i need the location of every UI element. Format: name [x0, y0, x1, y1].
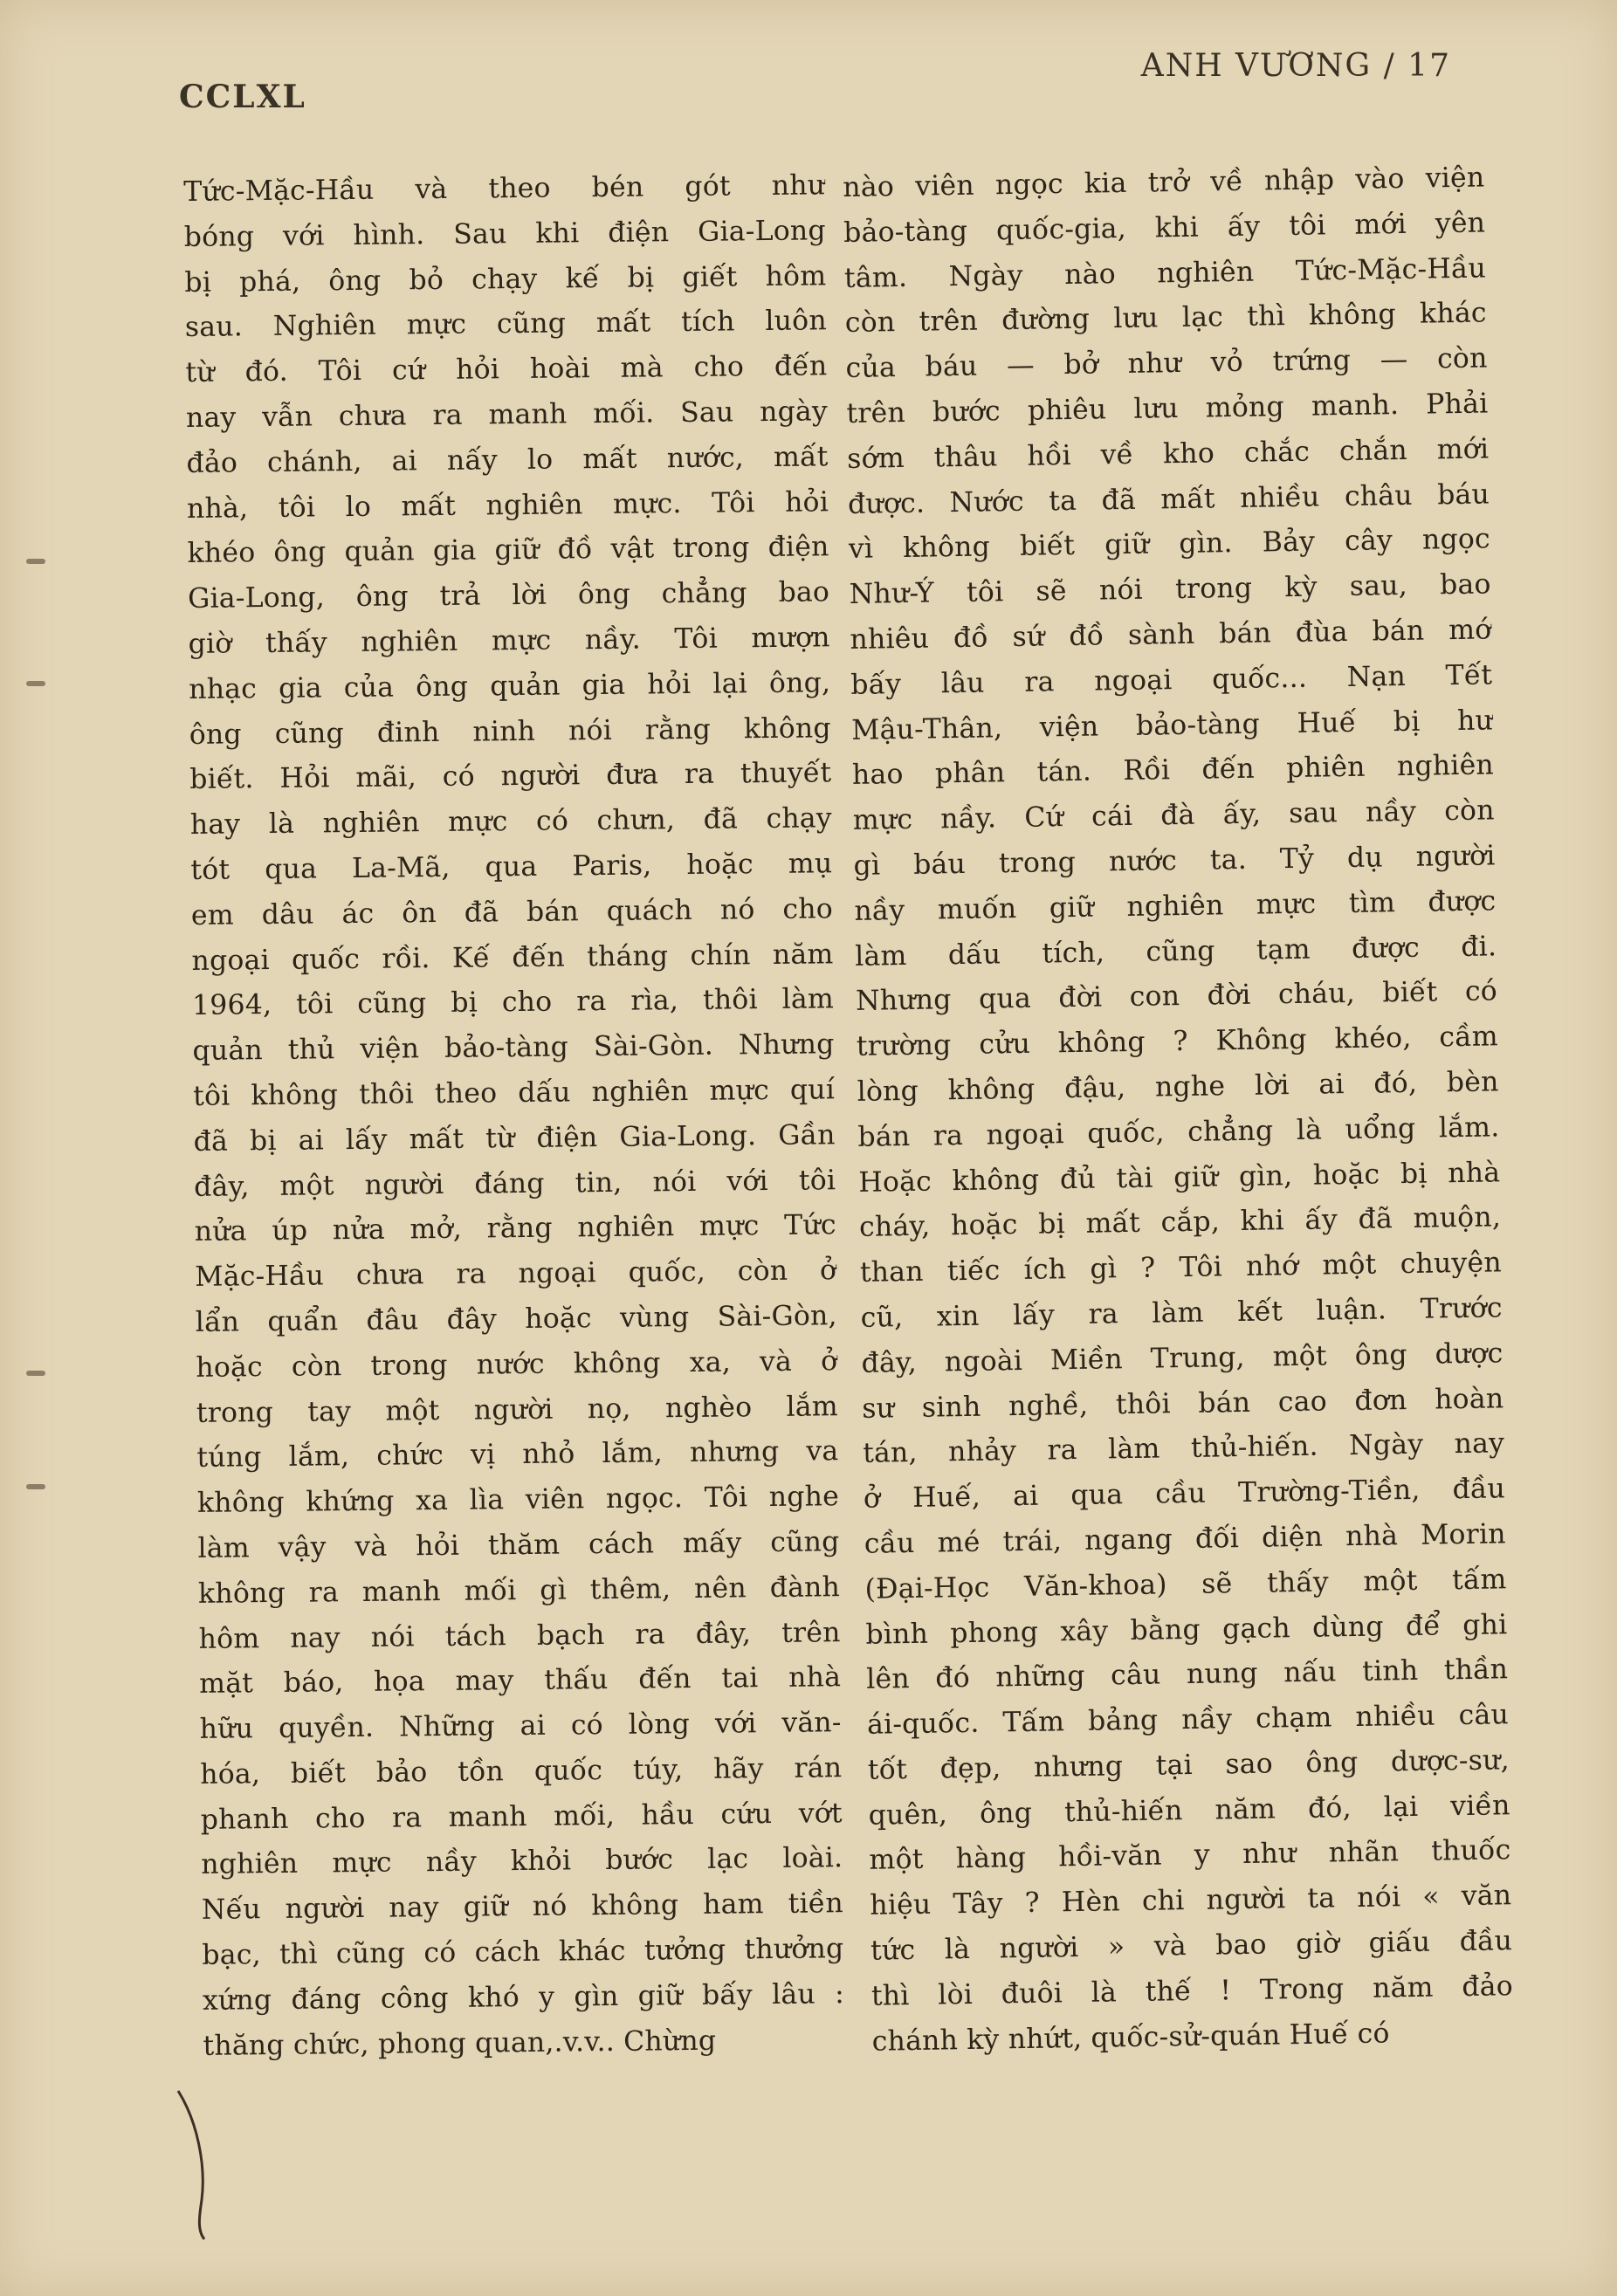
- text-column-left: [183, 163, 845, 2069]
- edge-mark: [26, 559, 45, 564]
- text-line: tức là người » và bao giờ giấu đầu: [870, 1925, 1513, 1967]
- text-line: bấy lâu ra ngoại quốc... Nạn Tết: [850, 659, 1493, 701]
- text-line: trường cửu không ? Không khéo, cầm: [856, 1021, 1499, 1063]
- text-line: hóa, biết bảo tồn quốc túy, hãy rán: [200, 1752, 843, 1791]
- text-line: lên đó những câu nung nấu tinh thần: [865, 1653, 1509, 1696]
- text-line: sớm thâu hồi về kho chắc chắn mới: [846, 433, 1490, 475]
- text-line: cầu mé trái, ngang đối diện nhà Morin: [864, 1518, 1506, 1560]
- text-line: nhạc gia của ông quản gia hỏi lại ông,: [189, 667, 831, 705]
- text-line: mặt báo, họa may thấu đến tai nhà: [198, 1661, 842, 1701]
- text-line: tâm. Ngày nào nghiên Tức-Mặc-Hầu: [843, 252, 1487, 294]
- text-line: hao phân tán. Rồi đến phiên nghiên: [851, 749, 1495, 792]
- text-line: không khứng xa lìa viên ngọc. Tôi nghe: [196, 1481, 840, 1520]
- text-line: hôm nay nói tách bạch ra đây, trên: [198, 1616, 841, 1655]
- text-line: nay vẫn chưa ra manh mối. Sau ngày: [185, 395, 829, 434]
- text-line: hữu quyền. Những ai có lòng với văn-: [199, 1707, 842, 1745]
- text-line: ông cũng đinh ninh nói rằng không: [189, 711, 831, 751]
- text-line: bị phá, ông bỏ chạy kế bị giết hôm: [184, 259, 827, 299]
- text-line: Nếu người nay giữ nó không ham tiền: [201, 1887, 844, 1927]
- text-line: hay là nghiên mực có chưn, đã chạy: [189, 802, 833, 842]
- text-line: bán ra ngoại quốc, chẳng là uổng lắm.: [857, 1111, 1500, 1153]
- text-line: bóng với hình. Sau khi điện Gia-Long: [183, 215, 826, 253]
- text-line: phanh cho ra manh mối, hầu cứu vớt: [200, 1797, 843, 1836]
- edge-mark: [26, 681, 45, 686]
- text-line: Hoặc không đủ tài giữ gìn, hoặc bị nhà: [858, 1156, 1501, 1199]
- text-line: gì báu trong nước ta. Tỷ dụ người: [853, 840, 1496, 882]
- text-line: Nhưng qua đời con đời cháu, biết có: [855, 975, 1498, 1018]
- text-line: bạc, thì cũng có cách khác tưởng thưởng: [202, 1933, 844, 1971]
- text-line: trong tay một người nọ, nghèo lắm: [196, 1390, 839, 1429]
- text-line: đã bị ai lấy mất từ điện Gia-Long. Gần: [193, 1118, 836, 1158]
- text-line: 1964, tôi cũng bị cho ra rìa, thôi làm: [191, 983, 835, 1022]
- text-line: nầy muốn giữ nghiên mực tìm được: [854, 885, 1497, 927]
- text-line: lòng không đậu, nghe lời ai đó, bèn: [857, 1066, 1499, 1108]
- text-line: ái-quốc. Tấm bảng nầy chạm nhiều câu: [866, 1699, 1510, 1741]
- text-line: bình phong xây bằng gạch dùng để ghi: [865, 1608, 1508, 1651]
- text-line: hiệu Tây ? Hèn chi người ta nói « văn: [870, 1880, 1512, 1922]
- text-line: thì lòi đuôi là thế ! Trong năm đảo: [870, 1970, 1514, 2012]
- text-line: sư sinh nghề, thôi bán cao đơn hoàn: [862, 1382, 1504, 1425]
- text-line: em dâu ác ôn đã bán quách nó cho: [190, 893, 834, 931]
- text-line: tôi không thôi theo dấu nghiên mực quí: [192, 1074, 836, 1112]
- text-line: xứng đáng công khó y gìn giữ bấy lâu :: [202, 1978, 845, 2017]
- running-header-left: CCLXL: [179, 79, 306, 115]
- text-line: đảo chánh, ai nấy lo mất nước, mất: [186, 441, 829, 479]
- text-line: một hàng hồi-văn y như nhãn thuốc: [869, 1834, 1511, 1877]
- text-line: giờ thấy nghiên mực nầy. Tôi mượn: [188, 622, 830, 660]
- text-line: mực nầy. Cứ cái đà ấy, sau nầy còn: [852, 794, 1495, 837]
- text-line: còn trên đường lưu lạc thì không khác: [844, 297, 1488, 340]
- text-line: quản thủ viện bảo-tàng Sài-Gòn. Nhưng: [192, 1028, 835, 1068]
- text-line: nhà, tôi lo mất nghiên mực. Tôi hỏi: [186, 485, 829, 525]
- text-line: biết. Hỏi mãi, có người đưa ra thuyết: [189, 757, 832, 796]
- running-header-right: ANH VƯƠNG / 17: [1140, 48, 1451, 84]
- text-line: ngoại quốc rồi. Kế đến tháng chín năm: [191, 938, 834, 977]
- text-line: làm vậy và hỏi thăm cách mấy cũng: [197, 1526, 840, 1564]
- text-line: nghiên mực nầy khỏi bước lạc loài.: [201, 1842, 843, 1881]
- text-line: đây, một người đáng tin, nói với tôi: [194, 1164, 836, 1203]
- edge-mark: [26, 1484, 45, 1489]
- text-line: than tiếc ích gì ? Tôi nhớ một chuyện: [859, 1247, 1503, 1289]
- text-line: Mặc-Hầu chưa ra ngoại quốc, còn ở: [195, 1255, 837, 1294]
- text-line: cũ, xin lấy ra làm kết luận. Trước: [860, 1292, 1503, 1334]
- text-line: chánh kỳ nhứt, quốc-sử-quán Huế có: [871, 2018, 1390, 2058]
- text-column-right: [843, 155, 1514, 2065]
- text-line: thăng chức, phong quan,.v.v.. Chừng: [203, 2024, 717, 2062]
- text-line: từ đó. Tôi cứ hỏi hoài mà cho đến: [185, 350, 828, 389]
- text-line: làm dấu tích, cũng tạm được đi.: [854, 930, 1497, 973]
- text-line: không ra manh mối gì thêm, nên đành: [197, 1571, 841, 1610]
- edge-mark: [26, 1371, 45, 1376]
- text-line: Gia-Long, ông trả lời ông chẳng bao: [187, 576, 830, 615]
- text-line: khéo ông quản gia giữ đồ vật trong điện: [187, 531, 829, 570]
- text-line: sau. Nghiên mực cũng mất tích luôn: [184, 305, 828, 344]
- text-line: Tức-Mặc-Hầu và theo bén gót như: [183, 169, 826, 208]
- text-line: cháy, hoặc bị mất cắp, khi ấy đã muộn,: [858, 1201, 1502, 1244]
- text-line: tán, nhảy ra làm thủ-hiến. Ngày nay: [862, 1427, 1505, 1470]
- text-line: vì không biết giữ gìn. Bảy cây ngọc: [848, 523, 1491, 566]
- text-line: hoặc còn trong nước không xa, và ở: [196, 1344, 838, 1384]
- text-line: ở Huế, ai qua cầu Trường-Tiền, đầu: [863, 1473, 1506, 1515]
- text-line: Như-Ý tôi sẽ nói trong kỳ sau, bao: [849, 568, 1491, 611]
- text-line: đây, ngoài Miền Trung, một ông dược: [861, 1337, 1503, 1379]
- text-line: được. Nước ta đã mất nhiều châu báu: [847, 478, 1490, 520]
- pencil-mark: [171, 2086, 224, 2244]
- text-line: quên, ông thủ-hiến năm đó, lại viền: [868, 1789, 1510, 1832]
- text-line: túng lắm, chức vị nhỏ lắm, nhưng va: [196, 1435, 839, 1475]
- text-line: nửa úp nửa mở, rằng nghiên mực Tức: [194, 1209, 836, 1248]
- text-line: nào viên ngọc kia trở về nhập vào viện: [843, 162, 1485, 203]
- text-line: tốt đẹp, nhưng tại sao ông dược-sư,: [867, 1744, 1510, 1786]
- text-line: trên bước phiêu lưu mỏng manh. Phải: [846, 388, 1489, 430]
- text-line: nhiêu đồ sứ đồ sành bán đùa bán mớ: [850, 614, 1492, 656]
- text-line: Mậu-Thân, viện bảo-tàng Huế bị hư: [850, 704, 1494, 746]
- text-line: bảo-tàng quốc-gia, khi ấy tôi mới yên: [843, 207, 1486, 249]
- text-line: của báu — bở như vỏ trứng — còn: [845, 342, 1488, 385]
- text-line: (Đại-Học Văn-khoa) sẽ thấy một tấm: [864, 1563, 1507, 1605]
- text-line: lẩn quẩn đâu đây hoặc vùng Sài-Gòn,: [195, 1300, 837, 1338]
- text-line: tót qua La-Mã, qua Paris, hoặc mụ: [190, 848, 833, 886]
